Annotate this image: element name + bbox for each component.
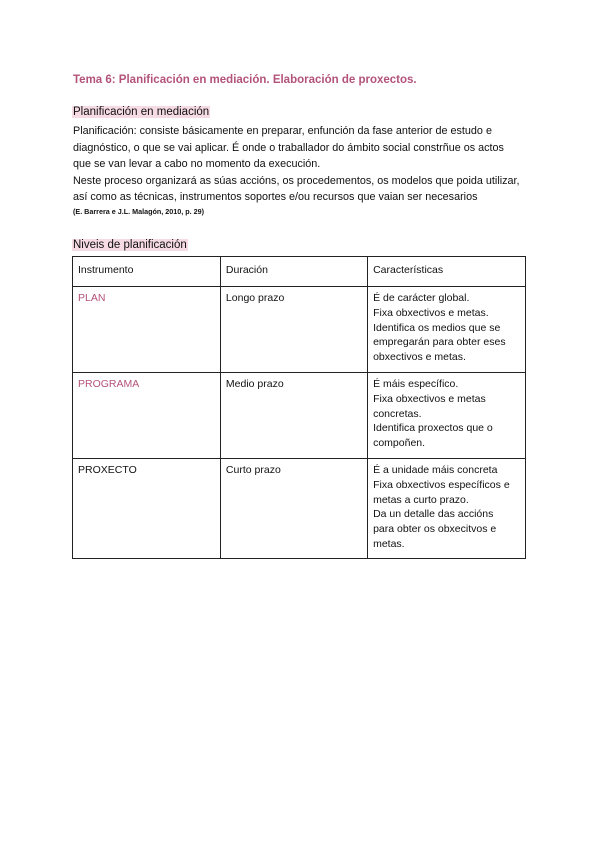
table-heading xyxy=(72,239,188,251)
characteristic-line: empregarán para obter eses xyxy=(373,336,506,349)
citation: (E. Barrera e J.L. Malagón, 2010, p. 29) xyxy=(73,206,205,216)
body-paragraph xyxy=(73,123,543,218)
cell-instrumento: PROXECTO xyxy=(73,459,221,559)
cell-instrumento: PROGRAMA xyxy=(73,373,221,459)
cell-caracteristicas xyxy=(368,459,526,559)
table-row xyxy=(73,287,526,373)
cell-duracion: Medio prazo xyxy=(220,373,367,459)
paragraph-line: Neste proceso organizará as súas accións, os procedementos, os modelos que poida utilizar, xyxy=(73,174,520,187)
cell-duracion: Longo prazo xyxy=(220,287,367,373)
table-row xyxy=(73,373,526,459)
header-duracion: Duración xyxy=(220,257,367,287)
characteristic-line: Da un detalle das accións xyxy=(373,508,494,521)
characteristic-line: metas a curto prazo. xyxy=(373,493,469,506)
document-title: Tema 6: Planificación en mediación. Elaboración de proxectos. xyxy=(73,74,417,86)
section-heading-text: Planificación en mediación xyxy=(73,106,210,118)
paragraph-line: Planificación: consiste básicamente en preparar, enfunción da fase anterior de estudo e xyxy=(73,125,492,137)
paragraph-line: diagnóstico, o que se vai aplicar. É onde o traballador do ámbito social constrñue os actos xyxy=(73,141,504,154)
characteristic-line: É máis específico. xyxy=(373,378,459,390)
table-row xyxy=(73,459,526,559)
cell-instrumento: PLAN xyxy=(73,287,221,373)
characteristic-line: obxectivos e metas. xyxy=(373,351,466,364)
cell-caracteristicas xyxy=(368,373,526,459)
section-heading xyxy=(72,106,210,118)
characteristic-line: para obter os obxecitvos e xyxy=(373,523,497,536)
characteristic-line: Identifica os medios que se xyxy=(373,321,501,334)
cell-caracteristicas xyxy=(368,287,526,373)
characteristic-line: Identifica proxectos que o xyxy=(373,422,493,435)
paragraph-line: que se van levar a cabo no momento da execución. xyxy=(73,158,321,171)
characteristic-line: Fixa obxectivos e metas xyxy=(373,392,486,405)
planning-levels-table xyxy=(72,256,526,559)
characteristic-line: metas. xyxy=(373,537,405,550)
table-header-row xyxy=(73,257,526,287)
characteristic-line: Fixa obxectivos e metas. xyxy=(373,306,489,319)
header-caracteristicas: Características xyxy=(368,257,526,287)
characteristic-line: Fixa obxectivos específicos e xyxy=(373,478,510,491)
characteristic-line: É de carácter global. xyxy=(373,292,470,304)
cell-duracion: Curto prazo xyxy=(220,459,367,559)
characteristic-line: É a unidade máis concreta xyxy=(373,464,498,476)
table-heading-text: Niveis de planificación xyxy=(73,239,187,251)
paragraph-line: así como as técnicas, instrumentos soportes e/ou recursos que vaian ser necesarios xyxy=(73,191,478,204)
characteristic-line: compoñen. xyxy=(373,437,426,450)
header-instrumento: Instrumento xyxy=(73,257,221,287)
characteristic-line: concretas. xyxy=(373,407,422,420)
